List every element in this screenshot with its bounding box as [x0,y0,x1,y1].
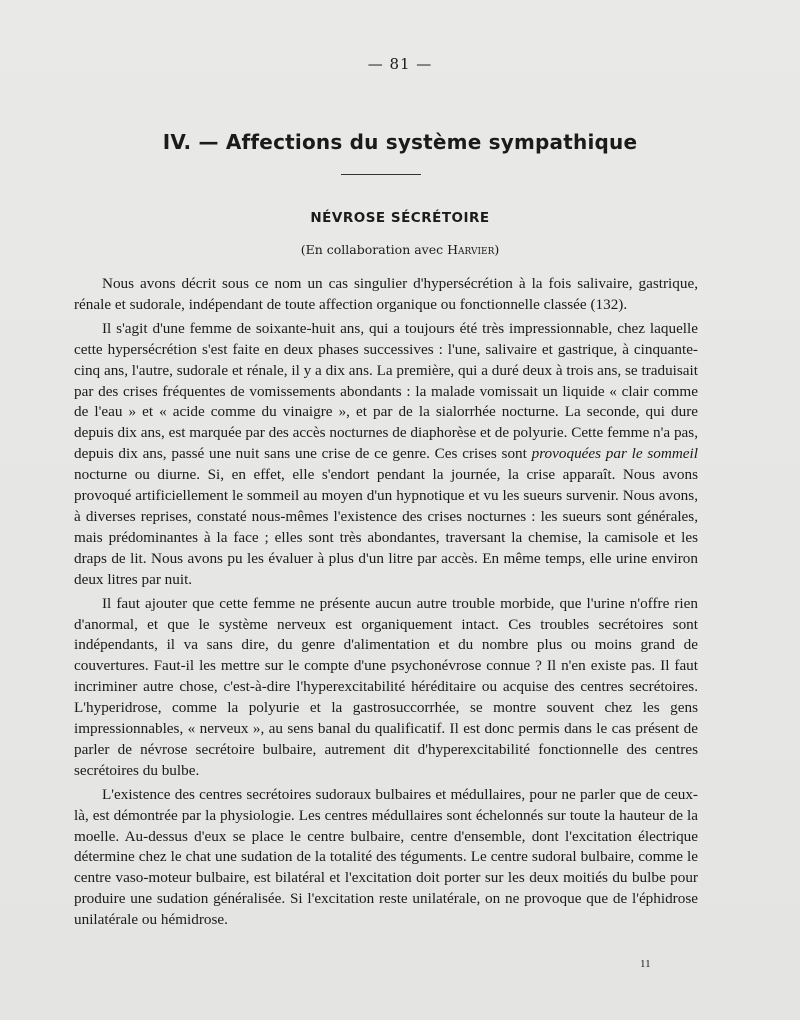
signature-mark: 11 [640,958,651,970]
body-text [74,274,698,934]
title-divider [341,174,421,175]
collaborator-name: Harvier [447,242,495,257]
paragraph-2-start: Il s'agit d'une femme de soixante-huit ans, qui a toujours été très impressionnable, chez laquelle cette hypersécrétion s'est faite en deux phases successives : l'une, salivaire et gastrique, à cinquante-cinq ans, l'autre, sudorale et rénale, il y a dix ans. La première, qui a duré deux à trois ans, se traduisait par des crises fréquentes de vomissements abondants : la malade vomissait un liquide « clair comme de l'eau » et « acide comme du vinaigre », et par de la sialorrhée nocturne. La seconde, qui dure depuis dix ans, est marquée par des accès nocturnes de diaphorèse et de polyurie. Cette femme n'a pas, depuis dix ans, passé une nuit sans une crise de ce genre. Ces crises sont [74,319,698,463]
collaboration-note [0,242,800,257]
section-title: NÉVROSE SÉCRÉTOIRE [310,210,490,226]
paragraph-4: L'existence des centres secrétoires sudoraux bulbaires et médullaires, pour ne parler que de ceux-là, est démontrée par la physiologie. Les centres médullaires sont échelonnés sur toute la hauteur de la moelle. Au-dessus d'eux se place le centre bulbaire, centre d'ensemble, dont l'excitation électrique détermine chez le chat une sudation de la totalité des téguments. Le centre sudoral bulbaire, comme le centre vaso-moteur bulbaire, est bilatéral et l'excitation doit porter sur les deux moitiés du bulbe pour produire une sudation généralisée. Si l'excitation reste unilatérale, on ne provoque que de l'éphidrose unilatérale ou hémidrose. [74,785,698,929]
paragraph-2 [74,319,698,591]
paragraph-3: Il faut ajouter que cette femme ne présente aucun autre trouble morbide, que l'urine n'offre rien d'anormal, et que le système nerveux est organiquement intact. Ces troubles secrétoires sont indépendants, il va sans dire, du genre d'alimentation et du nombre plus ou moins grand de couvertures. Faut-il les mettre sur le compte d'une psychonévrose connue ? Il n'en existe pas. Il faut incriminer autre chose, c'est-à-dire l'hyperexcitabilité héréditaire ou acquise des centres secrétoires. L'hyperidrose, comme la polyurie et la gastrosuccorrhée, se montre souvent chez les gens impressionnables, « nerveux », au sens banal du qualificatif. Il est donc permis dans le cas présent de parler de névrose secrétoire bulbaire, autrement dit d'hyperexcitabilité fonctionnelle des centres secrétoires du bulbe. [74,594,698,779]
paragraph-1: Nous avons décrit sous ce nom un cas singulier d'hypersécrétion à la fois salivaire, gastrique, rénale et sudorale, indépendant de toute affection organique ou fonctionnelle classée (132). [74,275,698,313]
page-number: — 81 — [367,55,433,73]
collaboration-suffix: ) [494,242,500,257]
paragraph-2-emphasis: provoquées par le sommeil [531,445,698,463]
chapter-title: IV. — Affections du système sympathique [162,130,638,154]
paragraph-2-end: nocturne ou diurne. Si, en effet, elle s'endort pendant la journée, la crise apparaît. Nous avons provoqué artificiellement le sommeil au moyen d'un hypnotique et vu les sueurs survenir. Nous avons, à diverses reprises, constaté nous-mêmes l'existence des crises nocturnes : les sueurs sont générales, mais prédominantes à la face ; elles sont très abondantes, traversant la chemise, la camisole et les draps de lit. Nous avons pu les évaluer à plus d'un litre par accès. En même temps, elle urine environ deux litres par nuit. [74,466,698,588]
collaboration-prefix: (En collaboration avec [300,242,448,257]
